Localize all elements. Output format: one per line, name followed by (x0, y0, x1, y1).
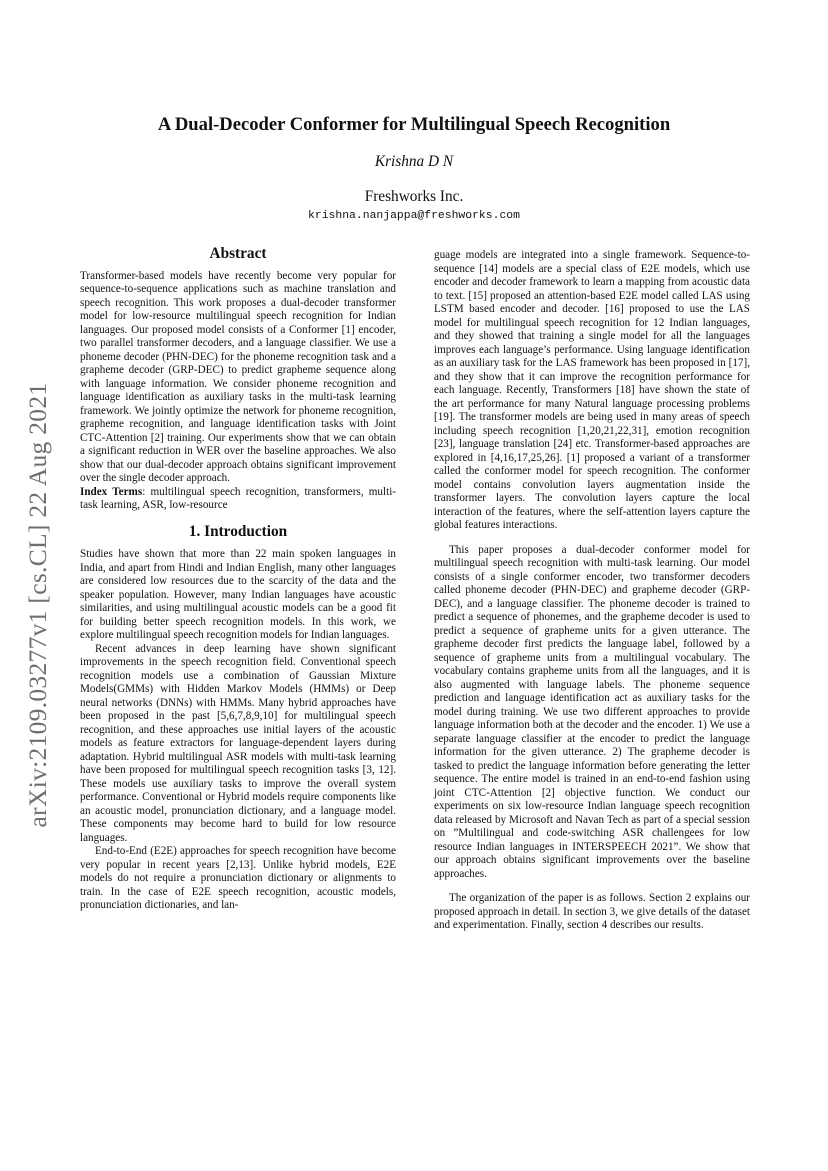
body-paragraph: This paper proposes a dual-decoder conformer model for multilingual speech recognition with multi-task learning. Our model consists of a single conformer encoder, two transformer decoders called phoneme decoder (PHN-DEC) and grapheme decoder (GRP-DEC), and a language classifier. The phoneme decoder is trained to predict a sequence of phonemes, and the grapheme decoder is used to predict a sequence of grapheme units for a given utterance. The grapheme decoder first predicts the language label, followed by a sequence of grapheme units from a multilingual vocabulary. The vocabulary contains grapheme units from all the languages, and it is also augmented with language labels. The phoneme sequence prediction and language identification act as auxiliary tasks for the model during training. We use two different approaches to provide language information both at the decoder and the encoder. 1) We use a separate language classifier at the encoder to predict the language information for the given utterance. 2) The grapheme decoder is tasked to predict the language information before generating the letter sequence. The entire model is trained in an end-to-end fashion using joint CTC-Attention [2] objective function. We conduct our experiments on six low-resource Indian language speech recognition data released by Microsoft and Navan Tech as part of a special session on ”Multilingual and code-switching ASR challengees for low resource Indian languages in INTERSPEECH 2021”. We show that our approach obtains significant improvements over the baseline approaches. (434, 543, 750, 880)
left-column (80, 247, 396, 913)
arxiv-identifier-text: arXiv:2109.03277v1 [cs.CL] 22 Aug 2021 (23, 382, 52, 828)
arxiv-identifier (24, 360, 52, 850)
affiliation: Freshworks Inc. (364, 188, 464, 205)
intro-paragraph: End-to-End (E2E) approaches for speech recognition have become very popular in recent years [2,13]. Unlike hybrid models, E2E models do not require a pronunciation dictionary or alignments to train. In the case of E2E speech recognition, acoustic models, pronunciation dictionaries, and lan- (80, 845, 396, 911)
body-paragraph: guage models are integrated into a single framework. Sequence-to-sequence [14] models are a special class of E2E models, which use encoder and decoder framework to learn a mapping from acoustic data to text. [15] proposed an attention-based E2E model called LAS using LSTM based encoder and decoder. [16] proposed to use the LAS model for multilingual speech recognition for 12 Indian languages, and they showed that training a single model for all the languages improves each language’s performance. Using language identification as an auxiliary task for the LAS framework has been proposed in [17], and they show that it can improve the recognition performance for each language. Recently, Transformers [18] have shown the state of the art performance for many Natural language processing problems [19]. The transformer models are being used in many areas of speech including speech recognition [1,20,21,22,31], emotion recognition [23], language translation [24] etc. Transformer-based approaches are explored in [4,16,17,25,26]. [1] proposed a variant of a transformer called the conformer model for speech recognition. The conformer model contains convolution layers augmentation inside the transformer layers. The convolution layers capture the local interaction of the features, where the self-attention layers capture the global features interactions. (434, 249, 750, 531)
abstract-heading: Abstract (209, 245, 267, 262)
index-terms-label: Index Terms (80, 485, 143, 498)
author-email: krishna.nanjappa@freshworks.com (308, 210, 520, 222)
abstract-text: Transformer-based models have recently become very popular for sequence-to-sequence applications such as machine translation and speech recognition. This work proposes a dual-decoder transformer model for low-resource multilingual speech recognition for Indian languages. Our proposed model consists of a Conformer [1] encoder, two parallel transformer decoders, and a language classifier. We use a phoneme decoder (PHN-DEC) for the phoneme recognition task and a grapheme decoder (GRP-DEC) to predict grapheme sequence along with language information. We consider phoneme recognition and language identification as auxiliary tasks in the multi-task learning framework. We jointly optimize the network for phoneme recognition, grapheme recognition, and language identification tasks with Joint CTC-Attention [2] training. Our experiments show that we can obtain a significant reduction in WER over the baseline approaches. We also show that our dual-decoder approach obtains significant improvement over the single decoder approach. (80, 269, 396, 484)
body-paragraph: The organization of the paper is as follows. Section 2 explains our proposed approach in detail. In section 3, we give details of the dataset and experimentation. Finally, section 4 describes our results. (434, 892, 750, 931)
introduction-heading: 1. Introduction (188, 522, 288, 540)
index-terms-text: : multilingual speech recognition, transformers, multi-task learning, ASR, low-resource (80, 485, 396, 511)
intro-paragraph: Recent advances in deep learning have shown significant improvements in the speech recognition field. Conventional speech recognition models use a combination of Gaussian Mixture Models(GMMs) with Hidden Markov Models (HMMs) or Deep neural networks (DNNs) with HMMs. Many hybrid approaches have been proposed in the past [5,6,7,8,9,10] for multilingual speech recognition, and these approaches use initial layers of the acoustic models as feature extractors for language-dependent layers during adaptation. Hybrid multilingual ASR models with multi-task learning have been proposed for multilingual speech recognition tasks [3, 12]. These models use auxiliary tasks to improve the overall system performance. Conventional or Hybrid models require components like an acoustic model, pronunciation dictionary, and a language model. These components may become hard to build for low resource languages. (80, 642, 396, 844)
paper-title: A Dual-Decoder Conformer for Multilingual Speech Recognition (157, 114, 671, 135)
right-column (434, 249, 750, 933)
index-terms (80, 486, 396, 513)
intro-paragraph: Studies have shown that more than 22 main spoken languages in India, and apart from Hindi and Indian English, many other languages are considered low resources due to the scarcity of the data and the speaker population. However, many Indian languages have acoustic similarities, and using multilingual acoustic models can be a good fit for building better speech recognition models. In this work, we explore multilingual speech recognition models for Indian languages. (80, 548, 396, 641)
author-name: Krishna D N (374, 153, 454, 170)
